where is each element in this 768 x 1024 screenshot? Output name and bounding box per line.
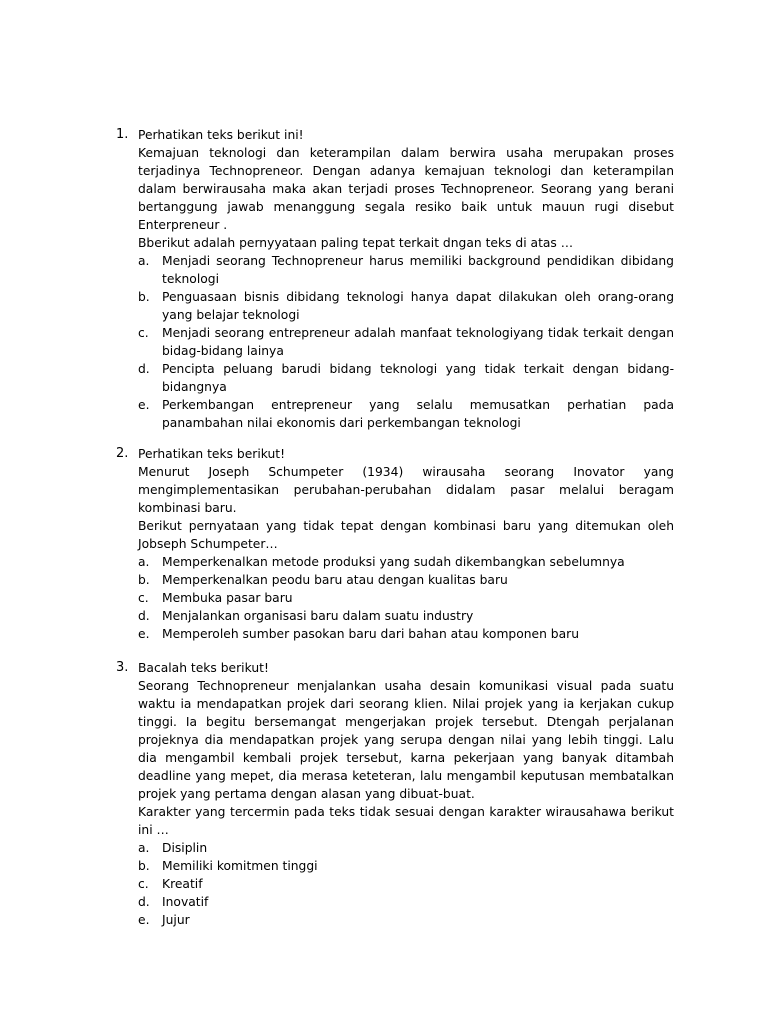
option-letter: b.	[138, 290, 150, 304]
option-e	[138, 396, 674, 432]
option-text: Jujur	[162, 913, 190, 927]
option-c	[138, 875, 674, 893]
option-letter: d.	[138, 895, 150, 909]
option-d	[138, 360, 674, 396]
question-prompt: Bberikut adalah pernyyataan paling tepat terkait dngan teks di atas …	[138, 236, 574, 250]
question-passage: Kemajuan teknologi dan keterampilan dalam berwira usaha merupakan proses terjadinya Technopreneor. Dengan adanya kemajuan teknologi dan keterampilan dalam berwirausaha maka akan terjadi proses Technopreneor. Seorang yang berani bertanggung jawab menanggung segala resiko baik untuk mauun rugi disebut Enterpreneur .	[138, 146, 674, 232]
option-text: Penguasaan bisnis dibidang teknologi hanya dapat dilakukan oleh orang-orang yang belajar teknologi	[162, 290, 674, 322]
option-text: Memperkenalkan metode produksi yang sudah dikembangkan sebelumnya	[162, 555, 625, 569]
option-text: Memperkenalkan peodu baru atau dengan kualitas baru	[162, 573, 508, 587]
option-list	[138, 553, 674, 643]
option-letter: b.	[138, 859, 150, 873]
question-number: 2.	[116, 446, 129, 461]
question-prompt: Berikut pernyataan yang tidak tepat dengan kombinasi baru yang ditemukan oleh Jobseph Schumpeter…	[138, 519, 674, 551]
option-a	[138, 252, 674, 288]
option-d	[138, 607, 674, 625]
option-a	[138, 553, 674, 571]
option-text: Membuka pasar baru	[162, 591, 293, 605]
question-prompt: Karakter yang tercermin pada teks tidak sesuai dengan karakter wirausahawa berikut ini …	[138, 805, 674, 837]
option-letter: a.	[138, 841, 150, 855]
option-b	[138, 288, 674, 324]
option-text: Menjalankan organisasi baru dalam suatu industry	[162, 609, 474, 623]
option-letter: d.	[138, 362, 150, 376]
option-text: Menjadi seorang entrepreneur adalah manfaat teknologiyang tidak terkait dengan bidag-bidang lainya	[162, 326, 674, 358]
question-body	[138, 445, 674, 643]
question-number: 3.	[116, 660, 129, 675]
option-letter: c.	[138, 877, 149, 891]
question-passage: Seorang Technopreneur menjalankan usaha desain komunikasi visual pada suatu waktu ia mendapatkan projek dari seorang klien. Nilai projek yang ia kerjakan cukup tinggi. Ia begitu bersemangat mengerjakan projek tersebut. Dtengah perjalanan projeknya dia mendapatkan projek yang serupa dengan nilai yang lebih tinggi. Lalu dia mengambil kembali projek tersebut, karna pekerjaan yang banyak ditambah deadline yang mepet, dia merasa keteteran, lalu mengambil keputusan membatalkan projek yang pertama dengan alasan yang dibuat-buat.	[138, 679, 674, 801]
option-letter: a.	[138, 254, 150, 268]
option-letter: c.	[138, 326, 149, 340]
question-number: 1.	[116, 127, 129, 142]
option-e	[138, 625, 674, 643]
option-d	[138, 893, 674, 911]
option-c	[138, 324, 674, 360]
question-1	[116, 126, 674, 432]
option-text: Memiliki komitmen tinggi	[162, 859, 318, 873]
option-text: Menjadi seorang Technopreneur harus memiliki background pendidikan dibidang teknologi	[162, 254, 674, 286]
option-b	[138, 857, 674, 875]
option-list	[138, 839, 674, 929]
option-letter: d.	[138, 609, 150, 623]
option-b	[138, 571, 674, 589]
option-letter: e.	[138, 398, 150, 412]
option-c	[138, 589, 674, 607]
question-passage: Menurut Joseph Schumpeter (1934) wirausaha seorang Inovator yang mengimplementasikan perubahan-perubahan didalam pasar melalui beragam kombinasi baru.	[138, 465, 674, 515]
option-text: Disiplin	[162, 841, 208, 855]
question-title: Perhatikan teks berikut ini!	[138, 128, 304, 142]
question-3	[116, 659, 674, 929]
option-list	[138, 252, 674, 432]
option-letter: c.	[138, 591, 149, 605]
option-a	[138, 839, 674, 857]
question-title: Bacalah teks berikut!	[138, 661, 269, 675]
option-letter: a.	[138, 555, 150, 569]
question-body	[138, 659, 674, 929]
option-text: Pencipta peluang barudi bidang teknologi yang tidak terkait dengan bidang-bidangnya	[162, 362, 674, 394]
option-letter: b.	[138, 573, 150, 587]
option-text: Inovatif	[162, 895, 209, 909]
option-e	[138, 911, 674, 929]
option-letter: e.	[138, 913, 150, 927]
question-2	[116, 445, 674, 643]
question-body	[138, 126, 674, 432]
option-letter: e.	[138, 627, 150, 641]
option-text: Perkembangan entrepreneur yang selalu memusatkan perhatian pada panambahan nilai ekonomis dari perkembangan teknologi	[162, 398, 674, 430]
option-text: Kreatif	[162, 877, 203, 891]
question-title: Perhatikan teks berikut!	[138, 447, 286, 461]
option-text: Memperoleh sumber pasokan baru dari bahan atau komponen baru	[162, 627, 580, 641]
